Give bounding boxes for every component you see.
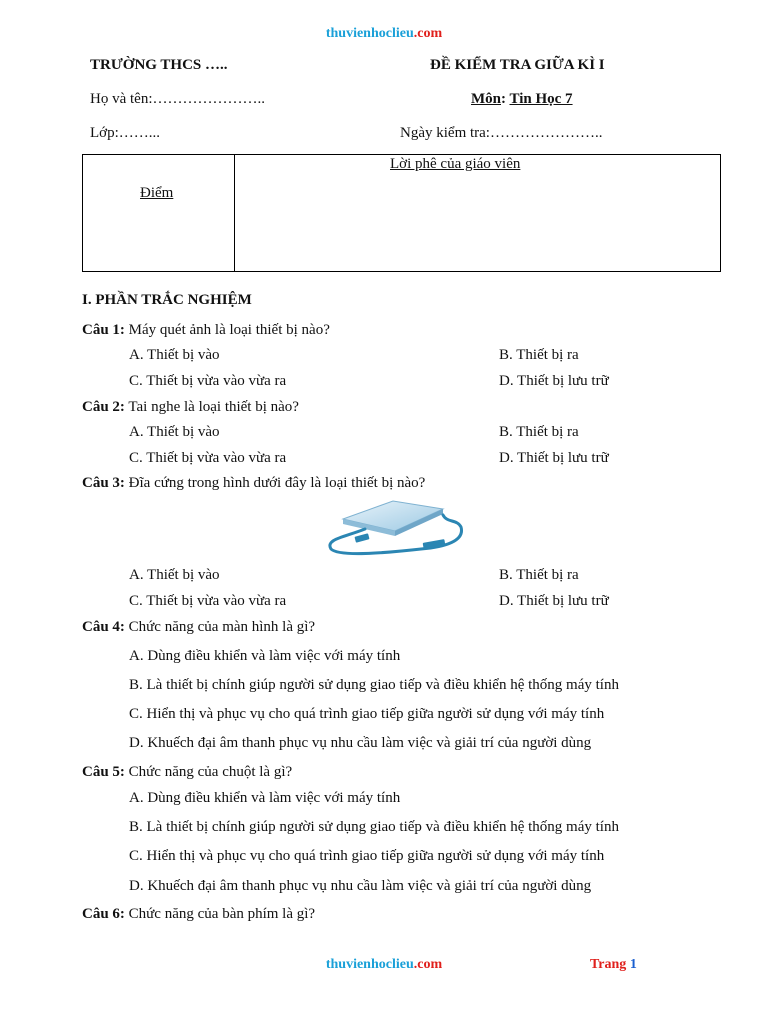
option-5d: D. Khuếch đại âm thanh phục vụ nhu cầu làm việc và giải trí của người dùng [129,878,592,894]
option-5a: A. Dùng điều khiển và làm việc với máy tính [129,790,401,806]
subject-value: Tin Học 7 [509,91,573,107]
question-text: Tai nghe là loại thiết bị nào? [124,399,299,415]
question-number: Câu 5: [82,764,125,780]
option-3a: A. Thiết bị vào [129,567,220,583]
option-1c: C. Thiết bị vừa vào vừa ra [129,373,287,389]
page-number-value: 1 [629,957,637,972]
option-2c: C. Thiết bị vừa vào vừa ra [129,450,287,466]
option-3d: D. Thiết bị lưu trữ [499,593,609,609]
question-text: Chức năng của chuột là gì? [124,764,293,780]
section-title: I. PHẦN TRẮC NGHIỆM [82,292,252,308]
option-1d: D. Thiết bị lưu trữ [499,373,609,389]
option-1a: A. Thiết bị vào [129,347,220,363]
exam-title: ĐỀ KIỂM TRA GIỮA KÌ I [430,57,605,73]
option-4d: D. Khuếch đại âm thanh phục vụ nhu cầu làm việc và giải trí của người dùng [129,735,592,751]
question-number: Câu 2: [82,399,125,415]
site-name-part: thuvienhoclieu [325,26,414,41]
class-field: Lớp:……... [90,125,161,141]
option-2b: B. Thiết bị ra [499,424,579,440]
option-3b: B. Thiết bị ra [499,567,579,583]
score-comment-table [82,154,721,272]
external-hard-drive-icon [325,497,475,559]
footer-site-link [0,957,768,973]
question-3 [82,475,425,492]
question-1 [82,322,330,339]
exam-date-field: Ngày kiểm tra:………………….. [400,125,603,141]
option-4a: A. Dùng điều khiển và làm việc với máy tính [129,648,401,664]
question-number: Câu 3: [82,475,125,491]
question-2 [82,399,299,416]
option-5c: C. Hiển thị và phục vụ cho quá trình giao tiếp giữa người sử dụng với máy tính [129,848,605,864]
header-site-link [0,26,768,42]
question-text: Chức năng của màn hình là gì? [124,619,316,635]
question-5 [82,764,292,781]
teacher-comment-label: Lời phê của giáo viên [390,156,521,172]
site-name-part: thuvienhoclieu [325,957,414,972]
site-domain-part: .com [413,957,443,972]
page-number [590,957,637,973]
option-2d: D. Thiết bị lưu trữ [499,450,609,466]
school-name: TRƯỜNG THCS ….. [90,57,228,73]
question-number: Câu 1: [82,322,125,338]
site-domain-part: .com [413,26,443,41]
student-name-field: Họ và tên:………………….. [90,91,265,107]
option-1b: B. Thiết bị ra [499,347,579,363]
option-4b: B. Là thiết bị chính giúp người sử dụng giao tiếp và điều khiển hệ thống máy tính [129,677,619,693]
question-text: Đĩa cứng trong hình dưới đây là loại thiết bị nào? [124,475,426,491]
question-text: Chức năng của bàn phím là gì? [124,906,316,922]
option-3c: C. Thiết bị vừa vào vừa ra [129,593,287,609]
question-number: Câu 6: [82,906,125,922]
page-label: Trang [590,957,627,972]
subject-separator: : [501,91,510,107]
question-text: Máy quét ảnh là loại thiết bị nào? [124,322,330,338]
score-label: Điểm [140,185,174,201]
option-2a: A. Thiết bị vào [129,424,220,440]
option-5b: B. Là thiết bị chính giúp người sử dụng giao tiếp và điều khiển hệ thống máy tính [129,819,619,835]
question-4 [82,619,315,636]
option-4c: C. Hiển thị và phục vụ cho quá trình giao tiếp giữa người sử dụng với máy tính [129,706,605,722]
subject-line [471,91,573,108]
question-6 [82,906,315,923]
table-divider [234,155,235,271]
question-number: Câu 4: [82,619,125,635]
subject-label: Môn [471,91,501,107]
